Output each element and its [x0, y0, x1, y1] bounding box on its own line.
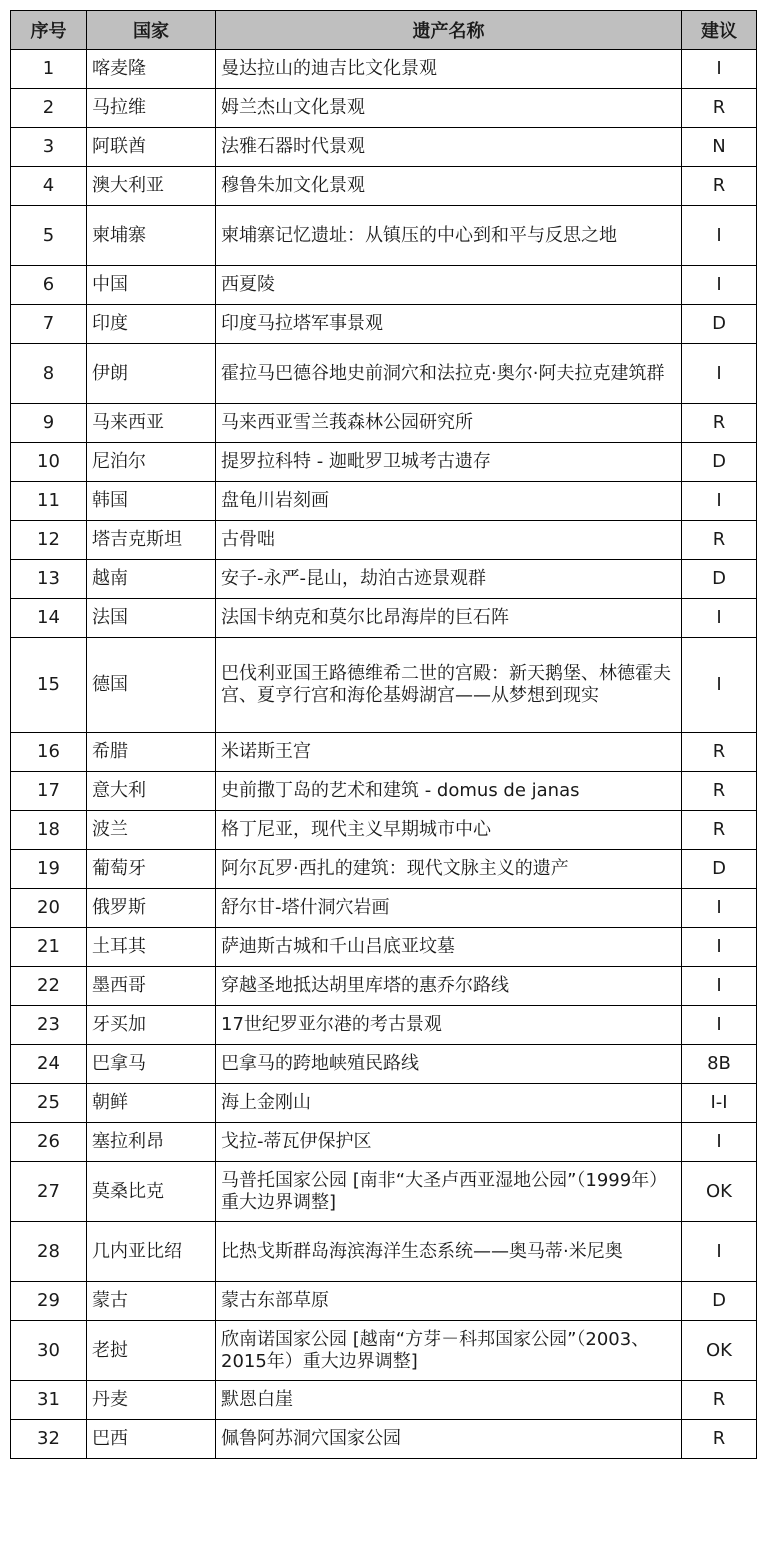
cell-country: 丹麦	[87, 1381, 216, 1420]
cell-heritage-name: 蒙古东部草原	[216, 1282, 682, 1321]
table-row	[11, 1321, 757, 1381]
cell-num: 27	[11, 1162, 87, 1222]
cell-num: 17	[11, 772, 87, 811]
cell-recommendation: OK	[682, 1321, 757, 1381]
cell-recommendation: D	[682, 560, 757, 599]
cell-num: 19	[11, 850, 87, 889]
cell-country: 老挝	[87, 1321, 216, 1381]
cell-recommendation: D	[682, 443, 757, 482]
table-row	[11, 599, 757, 638]
cell-recommendation: I	[682, 967, 757, 1006]
header-recommendation: 建议	[682, 11, 757, 50]
cell-heritage-name: 格丁尼亚，现代主义早期城市中心	[216, 811, 682, 850]
cell-country: 韩国	[87, 482, 216, 521]
table-row	[11, 560, 757, 599]
table-row	[11, 1045, 757, 1084]
cell-country: 中国	[87, 266, 216, 305]
table-row	[11, 305, 757, 344]
table-row	[11, 89, 757, 128]
table-row	[11, 1162, 757, 1222]
cell-country: 巴拿马	[87, 1045, 216, 1084]
table-row	[11, 521, 757, 560]
cell-num: 18	[11, 811, 87, 850]
cell-country: 柬埔寨	[87, 206, 216, 266]
cell-recommendation: R	[682, 811, 757, 850]
cell-num: 6	[11, 266, 87, 305]
cell-country: 德国	[87, 638, 216, 733]
cell-country: 伊朗	[87, 344, 216, 404]
cell-heritage-name: 法国卡纳克和莫尔比昂海岸的巨石阵	[216, 599, 682, 638]
cell-country: 巴西	[87, 1420, 216, 1459]
cell-recommendation: I	[682, 266, 757, 305]
cell-recommendation: I	[682, 1123, 757, 1162]
table-row	[11, 206, 757, 266]
table-row	[11, 1282, 757, 1321]
cell-recommendation: D	[682, 850, 757, 889]
cell-heritage-name: 穆鲁朱加文化景观	[216, 167, 682, 206]
cell-recommendation: D	[682, 305, 757, 344]
cell-num: 8	[11, 344, 87, 404]
cell-recommendation: I	[682, 889, 757, 928]
cell-num: 21	[11, 928, 87, 967]
cell-heritage-name: 姆兰杰山文化景观	[216, 89, 682, 128]
cell-recommendation: I	[682, 206, 757, 266]
cell-country: 澳大利亚	[87, 167, 216, 206]
cell-recommendation: D	[682, 1282, 757, 1321]
table-row	[11, 404, 757, 443]
table-row	[11, 167, 757, 206]
table-row	[11, 1084, 757, 1123]
table-row	[11, 889, 757, 928]
cell-recommendation: I	[682, 344, 757, 404]
table-row	[11, 638, 757, 733]
cell-num: 29	[11, 1282, 87, 1321]
table-row	[11, 772, 757, 811]
cell-country: 牙买加	[87, 1006, 216, 1045]
cell-heritage-name: 法雅石器时代景观	[216, 128, 682, 167]
cell-country: 几内亚比绍	[87, 1222, 216, 1282]
table-header-row	[11, 11, 757, 50]
header-num: 序号	[11, 11, 87, 50]
cell-num: 14	[11, 599, 87, 638]
cell-num: 28	[11, 1222, 87, 1282]
cell-heritage-name: 盘龟川岩刻画	[216, 482, 682, 521]
cell-num: 31	[11, 1381, 87, 1420]
cell-num: 24	[11, 1045, 87, 1084]
cell-num: 2	[11, 89, 87, 128]
cell-recommendation: I	[682, 638, 757, 733]
cell-recommendation: I	[682, 928, 757, 967]
cell-country: 朝鲜	[87, 1084, 216, 1123]
cell-heritage-name: 柬埔寨记忆遗址：从镇压的中心到和平与反思之地	[216, 206, 682, 266]
heritage-table	[10, 10, 757, 1459]
cell-heritage-name: 西夏陵	[216, 266, 682, 305]
table-row	[11, 850, 757, 889]
cell-recommendation: I-I	[682, 1084, 757, 1123]
cell-country: 印度	[87, 305, 216, 344]
cell-heritage-name: 史前撒丁岛的艺术和建筑 - domus de janas	[216, 772, 682, 811]
cell-recommendation: R	[682, 772, 757, 811]
cell-country: 塞拉利昂	[87, 1123, 216, 1162]
cell-heritage-name: 巴拿马的跨地峡殖民路线	[216, 1045, 682, 1084]
cell-heritage-name: 巴伐利亚国王路德维希二世的宫殿：新天鹅堡、林德霍夫宫、夏亨行宫和海伦基姆湖宫——从梦想到现实	[216, 638, 682, 733]
cell-num: 25	[11, 1084, 87, 1123]
cell-country: 喀麦隆	[87, 50, 216, 89]
cell-country: 希腊	[87, 733, 216, 772]
table-row	[11, 1222, 757, 1282]
header-country: 国家	[87, 11, 216, 50]
cell-country: 葡萄牙	[87, 850, 216, 889]
cell-recommendation: I	[682, 482, 757, 521]
header-heritage-name: 遗产名称	[216, 11, 682, 50]
table-row	[11, 928, 757, 967]
cell-num: 5	[11, 206, 87, 266]
table-row	[11, 128, 757, 167]
cell-heritage-name: 安子-永严-昆山，劫泊古迹景观群	[216, 560, 682, 599]
cell-heritage-name: 印度马拉塔军事景观	[216, 305, 682, 344]
cell-num: 9	[11, 404, 87, 443]
table-body	[11, 50, 757, 1459]
cell-heritage-name: 舒尔甘-塔什洞穴岩画	[216, 889, 682, 928]
cell-country: 阿联酋	[87, 128, 216, 167]
cell-num: 12	[11, 521, 87, 560]
cell-heritage-name: 穿越圣地抵达胡里库塔的惠乔尔路线	[216, 967, 682, 1006]
cell-recommendation: I	[682, 1006, 757, 1045]
cell-country: 莫桑比克	[87, 1162, 216, 1222]
cell-heritage-name: 欣南诺国家公园 [越南“方芽－科邦国家公园”（2003、2015年）重大边界调整]	[216, 1321, 682, 1381]
cell-recommendation: R	[682, 404, 757, 443]
cell-num: 23	[11, 1006, 87, 1045]
table-row	[11, 443, 757, 482]
cell-country: 土耳其	[87, 928, 216, 967]
cell-heritage-name: 马来西亚雪兰莪森林公园研究所	[216, 404, 682, 443]
cell-num: 26	[11, 1123, 87, 1162]
cell-heritage-name: 曼达拉山的迪吉比文化景观	[216, 50, 682, 89]
cell-recommendation: 8B	[682, 1045, 757, 1084]
cell-heritage-name: 古骨咄	[216, 521, 682, 560]
cell-heritage-name: 默恩白崖	[216, 1381, 682, 1420]
cell-country: 波兰	[87, 811, 216, 850]
cell-num: 3	[11, 128, 87, 167]
cell-recommendation: R	[682, 1381, 757, 1420]
cell-heritage-name: 马普托国家公园 [南非“大圣卢西亚湿地公园”（1999年）重大边界调整]	[216, 1162, 682, 1222]
cell-heritage-name: 17世纪罗亚尔港的考古景观	[216, 1006, 682, 1045]
cell-heritage-name: 霍拉马巴德谷地史前洞穴和法拉克·奥尔·阿夫拉克建筑群	[216, 344, 682, 404]
cell-country: 墨西哥	[87, 967, 216, 1006]
table-row	[11, 344, 757, 404]
cell-recommendation: I	[682, 599, 757, 638]
cell-num: 1	[11, 50, 87, 89]
table-row	[11, 967, 757, 1006]
cell-country: 塔吉克斯坦	[87, 521, 216, 560]
cell-num: 15	[11, 638, 87, 733]
cell-recommendation: I	[682, 1222, 757, 1282]
cell-recommendation: I	[682, 50, 757, 89]
cell-country: 越南	[87, 560, 216, 599]
cell-num: 4	[11, 167, 87, 206]
table-row	[11, 1381, 757, 1420]
table-row	[11, 482, 757, 521]
cell-heritage-name: 萨迪斯古城和千山吕底亚坟墓	[216, 928, 682, 967]
cell-num: 7	[11, 305, 87, 344]
cell-country: 尼泊尔	[87, 443, 216, 482]
table-row	[11, 266, 757, 305]
cell-country: 法国	[87, 599, 216, 638]
cell-recommendation: R	[682, 89, 757, 128]
cell-recommendation: N	[682, 128, 757, 167]
cell-num: 30	[11, 1321, 87, 1381]
cell-heritage-name: 戈拉-蒂瓦伊保护区	[216, 1123, 682, 1162]
cell-num: 10	[11, 443, 87, 482]
cell-num: 22	[11, 967, 87, 1006]
table-row	[11, 733, 757, 772]
cell-recommendation: OK	[682, 1162, 757, 1222]
cell-country: 俄罗斯	[87, 889, 216, 928]
cell-num: 11	[11, 482, 87, 521]
cell-num: 20	[11, 889, 87, 928]
cell-country: 马来西亚	[87, 404, 216, 443]
cell-num: 16	[11, 733, 87, 772]
cell-country: 马拉维	[87, 89, 216, 128]
cell-recommendation: R	[682, 521, 757, 560]
cell-heritage-name: 比热戈斯群岛海滨海洋生态系统——奥马蒂·米尼奥	[216, 1222, 682, 1282]
cell-heritage-name: 提罗拉科特 - 迦毗罗卫城考古遗存	[216, 443, 682, 482]
table-row	[11, 50, 757, 89]
table-row	[11, 1123, 757, 1162]
cell-heritage-name: 米诺斯王宫	[216, 733, 682, 772]
table-row	[11, 1006, 757, 1045]
cell-recommendation: R	[682, 1420, 757, 1459]
cell-recommendation: R	[682, 167, 757, 206]
cell-heritage-name: 阿尔瓦罗·西扎的建筑：现代文脉主义的遗产	[216, 850, 682, 889]
cell-recommendation: R	[682, 733, 757, 772]
cell-heritage-name: 海上金刚山	[216, 1084, 682, 1123]
cell-heritage-name: 佩鲁阿苏洞穴国家公园	[216, 1420, 682, 1459]
table-row	[11, 1420, 757, 1459]
cell-num: 32	[11, 1420, 87, 1459]
cell-num: 13	[11, 560, 87, 599]
table-row	[11, 811, 757, 850]
cell-country: 蒙古	[87, 1282, 216, 1321]
cell-country: 意大利	[87, 772, 216, 811]
